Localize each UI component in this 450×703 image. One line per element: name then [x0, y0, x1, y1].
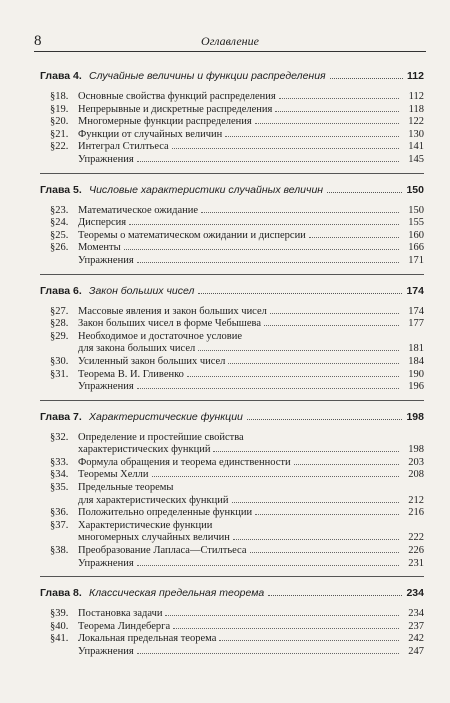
dot-leader [173, 628, 399, 629]
section-page: 231 [408, 557, 424, 569]
dot-leader [327, 192, 402, 193]
dot-leader [270, 313, 399, 314]
dot-leader [255, 123, 399, 124]
section-title: Упражнения [78, 381, 134, 393]
section-page: 145 [408, 153, 424, 165]
dot-leader [219, 640, 399, 641]
section-title: Упражнения [78, 254, 134, 266]
chapter-heading [40, 587, 424, 601]
section-title: Предельные теоремы [78, 482, 174, 494]
section-page: 208 [408, 469, 424, 481]
toc-entry [40, 633, 424, 646]
chapter-label: Глава 6. [40, 284, 82, 297]
section-title: Упражнения [78, 646, 134, 657]
section-number: §39. [50, 608, 69, 620]
section-page: 216 [408, 507, 424, 519]
chapter-title: Характеристические функции [89, 410, 243, 423]
dot-leader [268, 595, 402, 596]
section-title: Упражнения [78, 153, 134, 165]
section-title: Моменты [78, 242, 121, 254]
section-number: §30. [50, 355, 69, 367]
section-title: Основные свойства функций распределения [78, 91, 276, 102]
toc-entry [40, 520, 424, 533]
section-page: 141 [408, 141, 424, 153]
toc-entry [40, 495, 424, 508]
section-page: 247 [408, 646, 424, 657]
section-title: Математическое ожидание [78, 204, 199, 216]
toc-chapter [40, 70, 424, 174]
section-page: 242 [408, 633, 424, 645]
section-title: Усиленный закон больших чисел [78, 355, 226, 367]
section-number: §18. [50, 91, 69, 102]
section-title: Теорема В. И. Гливенко [78, 368, 184, 380]
dot-leader [201, 212, 399, 213]
chapter-divider [40, 400, 424, 401]
chapter-heading [40, 70, 424, 84]
toc-entry [40, 129, 424, 142]
toc-entry [40, 318, 424, 331]
chapter-title: Закон больших чисел [89, 284, 195, 297]
dot-leader [124, 249, 399, 250]
section-number: §31. [50, 368, 69, 380]
dot-leader [165, 615, 399, 616]
chapter-label: Глава 4. [40, 70, 82, 82]
section-number: §28. [50, 318, 69, 330]
section-title: Постановка задачи [78, 608, 163, 620]
section-title: Положительно определенные функции [78, 507, 253, 519]
section-page: 177 [408, 318, 424, 330]
section-number: §27. [50, 305, 69, 317]
toc-entry [40, 621, 424, 634]
running-title: Оглавление [201, 34, 259, 48]
section-number: §23. [50, 204, 69, 216]
chapter-title: Случайные величины и функции распределения [89, 70, 326, 82]
section-title: Теоремы Хелли [78, 469, 149, 481]
section-title: для закона больших чисел [78, 343, 196, 355]
section-number: §26. [50, 242, 69, 254]
dot-leader [137, 565, 399, 566]
section-number: §35. [50, 482, 69, 494]
section-page: 122 [408, 116, 424, 128]
section-page: 181 [408, 343, 424, 355]
dot-leader [247, 419, 403, 420]
chapter-heading [40, 184, 424, 198]
section-number: §19. [50, 103, 69, 115]
section-title: Многомерные функции распределения [78, 116, 252, 128]
dot-leader [187, 376, 399, 377]
section-title: Непрерывные и дискретные распределения [78, 103, 273, 115]
toc-entry [40, 242, 424, 255]
section-title: Теоремы о математическом ожидании и дисперсии [78, 229, 306, 241]
chapter-title: Числовые характеристики случайных величин [89, 183, 324, 196]
section-title: Упражнения [78, 557, 134, 569]
section-page: 234 [408, 608, 424, 620]
chapter-label: Глава 5. [40, 183, 82, 196]
section-title: для характеристических функций [78, 494, 229, 506]
toc-chapter [40, 587, 424, 658]
table-of-contents [40, 60, 424, 659]
chapter-heading [40, 411, 424, 425]
page-number: 8 [34, 33, 42, 49]
section-number: §38. [50, 545, 69, 557]
dot-leader [264, 325, 399, 326]
section-title: Функции от случайных величин [78, 128, 223, 140]
toc-entry [40, 507, 424, 520]
toc-entry [40, 306, 424, 319]
section-number: §25. [50, 229, 69, 241]
section-page: 155 [408, 217, 424, 229]
chapter-page: 174 [406, 284, 424, 297]
section-number: §29. [50, 330, 69, 342]
section-page: 212 [408, 494, 424, 506]
section-title: многомерных случайных величин [78, 532, 230, 544]
toc-chapter [40, 285, 424, 401]
section-title: Дисперсия [78, 217, 127, 229]
section-page: 222 [408, 532, 424, 544]
section-number: §37. [50, 519, 69, 531]
section-title: Формула обращения и теорема единственности [78, 456, 291, 468]
section-page: 160 [408, 229, 424, 241]
dot-leader [198, 350, 399, 351]
section-page: 150 [408, 204, 424, 216]
section-number: §32. [50, 431, 69, 443]
section-title: Определение и простейшие свойства [78, 431, 244, 443]
toc-entry [40, 457, 424, 470]
dot-leader [330, 78, 403, 79]
toc-entry [40, 205, 424, 218]
running-header [34, 33, 426, 52]
dot-leader [198, 293, 402, 294]
toc-entry [40, 558, 424, 571]
dot-leader [152, 476, 399, 477]
dot-leader [294, 464, 399, 465]
section-title: Необходимое и достаточное условие [78, 330, 242, 342]
toc-entry [40, 91, 424, 104]
dot-leader [250, 552, 399, 553]
section-number: §21. [50, 128, 69, 140]
dot-leader [137, 161, 399, 162]
dot-leader [137, 653, 399, 654]
section-page: 130 [408, 128, 424, 140]
toc-entry [40, 343, 424, 356]
chapter-divider [40, 576, 424, 577]
dot-leader [279, 98, 399, 99]
dot-leader [129, 224, 399, 225]
section-page: 198 [408, 444, 424, 456]
toc-entry [40, 217, 424, 230]
toc-entry [40, 444, 424, 457]
section-number: §33. [50, 456, 69, 468]
toc-entry [40, 381, 424, 394]
section-page: 226 [408, 545, 424, 557]
section-page: 174 [408, 305, 424, 317]
dot-leader [232, 502, 400, 503]
section-title: Локальная предельная теорема [78, 633, 217, 645]
dot-leader [233, 539, 399, 540]
section-page: 190 [408, 368, 424, 380]
chapter-divider [40, 173, 424, 174]
dot-leader [172, 148, 399, 149]
chapter-label: Глава 7. [40, 410, 82, 423]
section-number: §22. [50, 141, 69, 153]
toc-entry [40, 116, 424, 129]
dot-leader [137, 262, 399, 263]
dot-leader [137, 388, 399, 389]
section-number: §41. [50, 633, 69, 645]
section-title: Закон больших чисел в форме Чебышева [78, 318, 262, 330]
section-title: Характеристические функции [78, 519, 213, 531]
chapter-page: 198 [406, 410, 424, 423]
chapter-page: 112 [407, 70, 424, 82]
section-number: §34. [50, 469, 69, 481]
chapter-divider [40, 274, 424, 275]
toc-chapter [40, 411, 424, 578]
toc-entry [40, 432, 424, 445]
toc-entry [40, 646, 424, 659]
section-page: 203 [408, 456, 424, 468]
section-title: Преобразование Лапласа—Стилтьеса [78, 545, 247, 557]
toc-entry [40, 356, 424, 369]
section-number: §20. [50, 116, 69, 128]
section-page: 196 [408, 381, 424, 393]
section-page: 112 [408, 91, 424, 102]
chapter-page: 150 [406, 183, 424, 196]
section-title: Теорема Линдеберга [78, 620, 171, 632]
chapter-title: Классическая предельная теорема [89, 587, 265, 600]
section-page: 166 [408, 242, 424, 254]
dot-leader [213, 451, 399, 452]
toc-entry [40, 104, 424, 117]
toc-entry [40, 532, 424, 545]
toc-entry [40, 141, 424, 154]
section-number: §24. [50, 217, 69, 229]
toc-entry [40, 255, 424, 268]
chapter-page: 234 [406, 587, 424, 600]
toc-entry [40, 230, 424, 243]
dot-leader [228, 363, 399, 364]
toc-entry [40, 608, 424, 621]
toc-entry [40, 545, 424, 558]
dot-leader [275, 111, 399, 112]
toc-entry [40, 369, 424, 382]
toc-entry [40, 154, 424, 167]
section-title: характеристических функций [78, 444, 211, 456]
section-number: §36. [50, 507, 69, 519]
section-page: 171 [408, 254, 424, 266]
dot-leader [255, 514, 399, 515]
section-number: §40. [50, 620, 69, 632]
section-page: 184 [408, 355, 424, 367]
toc-chapter [40, 184, 424, 275]
toc-entry [40, 469, 424, 482]
section-page: 237 [408, 620, 424, 632]
dot-leader [225, 136, 399, 137]
toc-entry [40, 482, 424, 495]
section-title: Массовые явления и закон больших чисел [78, 305, 267, 317]
chapter-label: Глава 8. [40, 587, 82, 600]
section-page: 118 [408, 103, 424, 115]
dot-leader [309, 237, 399, 238]
toc-entry [40, 331, 424, 344]
chapter-heading [40, 285, 424, 299]
section-title: Интеграл Стилтьеса [78, 141, 169, 153]
